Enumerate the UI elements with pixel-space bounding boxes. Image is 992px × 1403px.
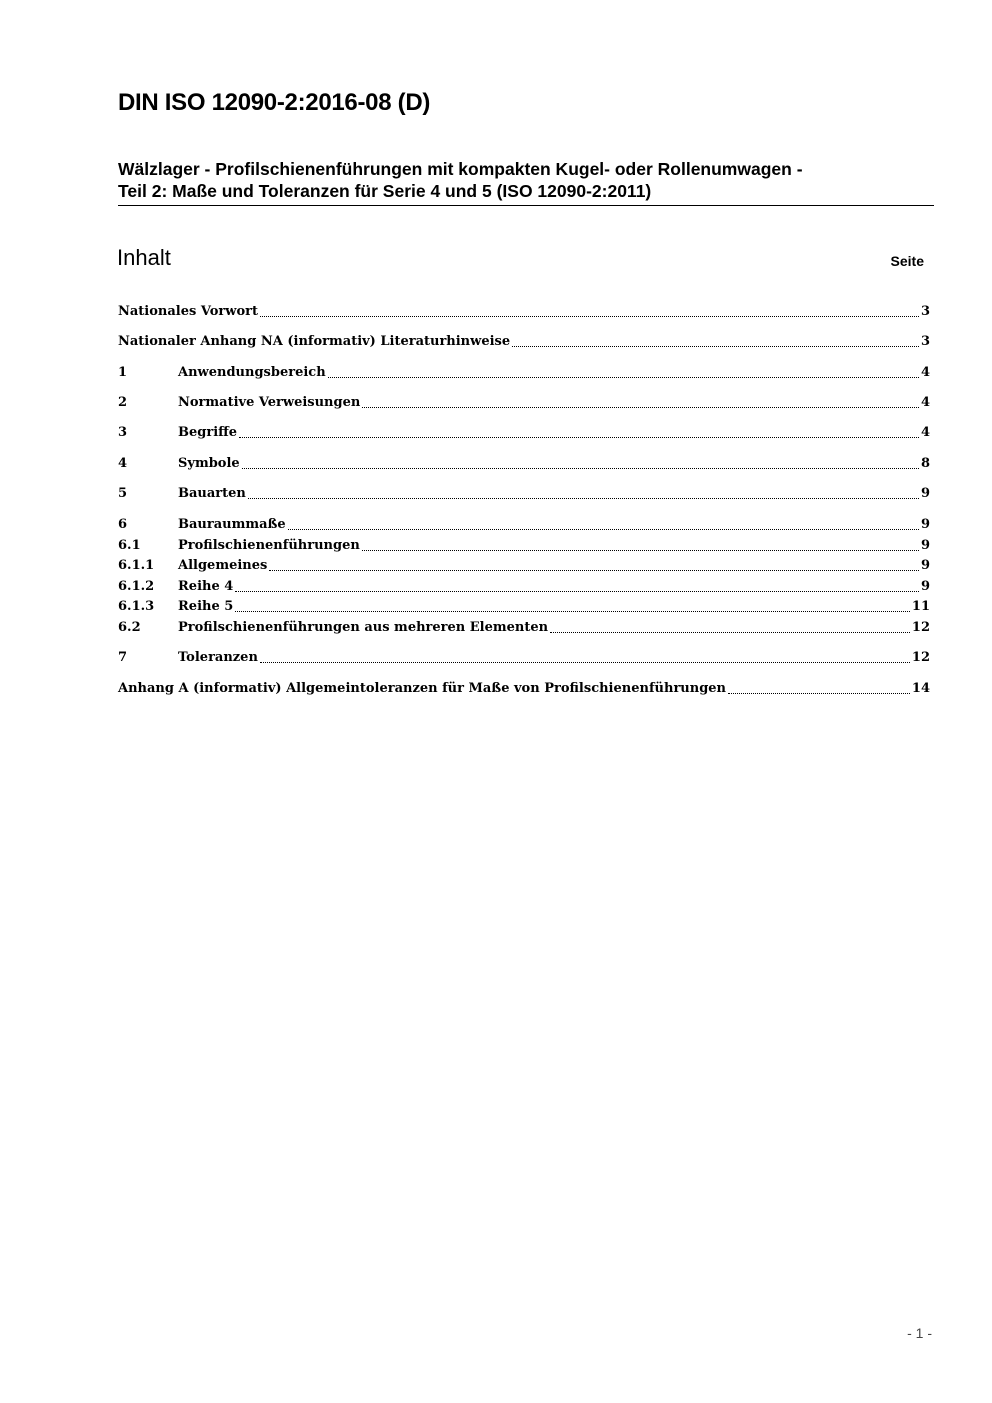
toc-leader-dots (235, 597, 910, 612)
subtitle-line-2: Teil 2: Maße und Toleranzen für Serie 4 und 5 (ISO 12090-2:2011) (118, 181, 652, 201)
toc-leader-dots (288, 515, 919, 530)
toc-entry-number: 1 (118, 365, 128, 380)
toc-entry-text: Profilschienenführungen aus mehreren Elementen (178, 620, 549, 635)
toc-entry-text: Anhang A (informativ) Allgemeintoleranzen für Maße von Profilschienenführungen (118, 681, 727, 696)
toc-entry-1[interactable] (118, 363, 930, 383)
toc-entry-text: Nationales Vorwort (118, 304, 258, 319)
toc-heading: Inhalt (117, 245, 171, 270)
toc-entry-6-1[interactable] (118, 536, 930, 556)
toc-leader-dots (235, 577, 919, 592)
toc-entry-6-1-3[interactable] (118, 597, 930, 617)
toc-entry-page: 9 (920, 558, 930, 573)
toc-leader-dots (362, 536, 919, 551)
toc-entry-page: 11 (911, 599, 930, 614)
toc-entry-number: 3 (118, 425, 128, 440)
toc-entry-text: Reihe 5 (178, 599, 234, 614)
subtitle-line-1: Wälzlager - Profilschienenführungen mit kompakten Kugel- oder Rollenumwagen - (118, 159, 803, 179)
toc-leader-dots (328, 363, 919, 378)
toc-entry-page: 12 (911, 620, 930, 635)
toc-leader-dots (550, 618, 910, 633)
toc-entry-2[interactable] (118, 393, 930, 413)
toc-entry-text: Anwendungsbereich (178, 365, 326, 380)
toc-entry-6-2[interactable] (118, 618, 930, 638)
toc-entry-6-1-2[interactable] (118, 577, 930, 597)
toc-entry-page: 4 (920, 395, 930, 410)
toc-entry-nationaler-anhang[interactable] (118, 332, 930, 352)
toc-leader-dots (242, 454, 919, 469)
toc-entry-page: 4 (920, 425, 930, 440)
toc-entry-page: 3 (920, 304, 930, 319)
toc-entry-text: Bauarten (178, 486, 246, 501)
toc-entry-text: Bauraummaße (178, 517, 286, 532)
toc-leader-dots (362, 393, 919, 408)
toc-entry-number: 6 (118, 517, 128, 532)
toc-entry-text: Begriffe (178, 425, 238, 440)
toc-entry-number: 6.2 (118, 620, 141, 635)
toc-leader-dots (269, 556, 919, 571)
toc-entry-page: 4 (920, 365, 930, 380)
page-number: - 1 - (907, 1325, 932, 1341)
toc-entry-number: 2 (118, 395, 128, 410)
toc-entry-page: 9 (920, 486, 930, 501)
toc-entry-4[interactable] (118, 454, 930, 474)
toc-entry-number: 7 (118, 650, 128, 665)
toc-entry-text: Allgemeines (178, 558, 268, 573)
toc-entry-5[interactable] (118, 484, 930, 504)
toc-entry-page: 9 (920, 579, 930, 594)
toc-entry-page: 12 (911, 650, 930, 665)
toc-entry-page: 3 (920, 334, 930, 349)
toc-entry-text: Normative Verweisungen (178, 395, 361, 410)
toc-entry-7[interactable] (118, 648, 930, 668)
title-divider (118, 205, 934, 206)
toc-entry-number: 6.1.3 (118, 599, 155, 614)
toc-leader-dots (248, 484, 919, 499)
toc-page-label: Seite (890, 253, 924, 269)
toc-entry-anhang-a[interactable] (118, 679, 930, 699)
toc-entry-6-1-1[interactable] (118, 556, 930, 576)
document-subtitle (118, 158, 934, 202)
toc-leader-dots (260, 302, 919, 317)
toc-entry-page: 9 (920, 538, 930, 553)
toc-entry-text: Nationaler Anhang NA (informativ) Literaturhinweise (118, 334, 511, 349)
toc-entry-6[interactable] (118, 515, 930, 535)
toc-leader-dots (512, 332, 919, 347)
toc-leader-dots (260, 648, 910, 663)
toc-entry-nationales-vorwort[interactable] (118, 302, 930, 322)
toc-entry-page: 9 (920, 517, 930, 532)
toc-entry-number: 4 (118, 456, 128, 471)
toc-entry-number: 6.1.1 (118, 558, 155, 573)
toc-entry-text: Reihe 4 (178, 579, 234, 594)
toc-leader-dots (239, 423, 919, 438)
toc-entry-text: Profilschienenführungen (178, 538, 360, 553)
toc-entry-number: 6.1 (118, 538, 141, 553)
toc-entry-text: Symbole (178, 456, 240, 471)
toc-entry-3[interactable] (118, 423, 930, 443)
toc-entry-page: 8 (920, 456, 930, 471)
toc-leader-dots (728, 679, 910, 694)
document-title: DIN ISO 12090-2:2016-08 (D) (118, 89, 431, 116)
toc-entry-number: 5 (118, 486, 128, 501)
toc-entry-text: Toleranzen (178, 650, 258, 665)
toc-entry-number: 6.1.2 (118, 579, 155, 594)
toc-entry-page: 14 (911, 681, 930, 696)
